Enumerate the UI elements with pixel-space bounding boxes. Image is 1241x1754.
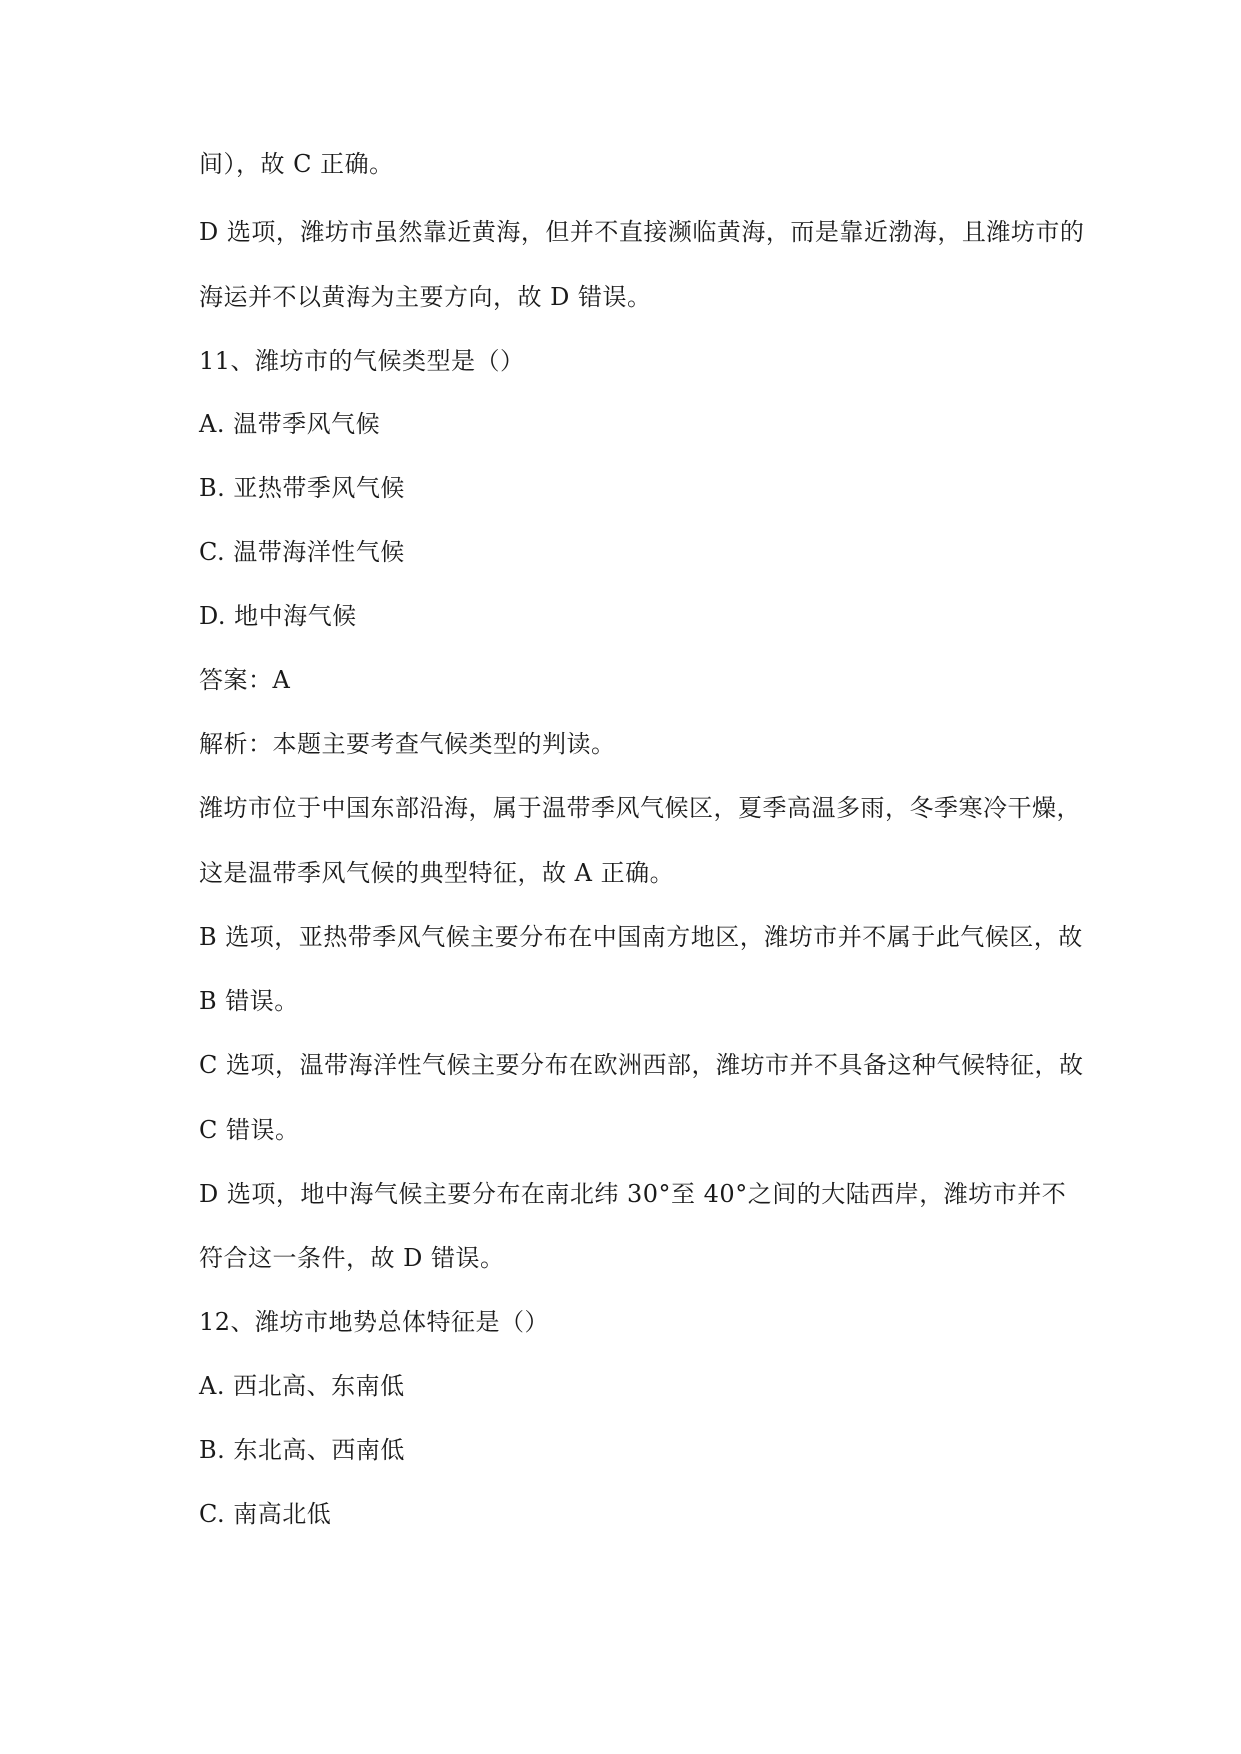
question-12-option-b: B. 东北高、西南低 [199,1436,405,1464]
question-12-stem: 12、潍坊市地势总体特征是（） [199,1308,550,1336]
question-11-option-c: C. 温带海洋性气候 [199,538,405,566]
explanation-text-line: 符合这一条件，故 D 错误。 [199,1244,505,1272]
question-11-analysis: 解析：本题主要考查气候类型的判读。 [199,730,616,758]
explanation-text-line: C 错误。 [199,1116,300,1144]
question-11-option-b: B. 亚热带季风气候 [199,474,405,502]
explanation-text-line: D 选项，潍坊市虽然靠近黄海，但并不直接濒临黄海，而是靠近渤海，且潍坊市的 [199,218,1085,246]
explanation-text-line: 间），故 C 正确。 [199,150,394,178]
explanation-text-line: B 选项，亚热带季风气候主要分布在中国南方地区，潍坊市并不属于此气候区，故 [199,923,1083,951]
explanation-text-line: C 选项，温带海洋性气候主要分布在欧洲西部，潍坊市并不具备这种气候特征，故 [199,1051,1084,1079]
question-11-option-d: D. 地中海气候 [199,602,357,630]
explanation-text-line: D 选项，地中海气候主要分布在南北纬 30°至 40°之间的大陆西岸，潍坊市并不 [199,1180,1067,1208]
explanation-text-line: 这是温带季风气候的典型特征，故 A 正确。 [199,859,675,887]
explanation-text-line: B 错误。 [199,987,299,1015]
question-11-answer: 答案：A [199,666,291,694]
explanation-text-line: 海运并不以黄海为主要方向，故 D 错误。 [199,283,652,311]
question-11-stem: 11、潍坊市的气候类型是（） [199,347,525,375]
explanation-text-line: 潍坊市位于中国东部沿海，属于温带季风气候区，夏季高温多雨，冬季寒冷干燥， [199,794,1081,822]
question-11-option-a: A. 温带季风气候 [199,410,381,438]
question-12-option-c: C. 南高北低 [199,1500,332,1528]
question-12-option-a: A. 西北高、东南低 [199,1372,405,1400]
